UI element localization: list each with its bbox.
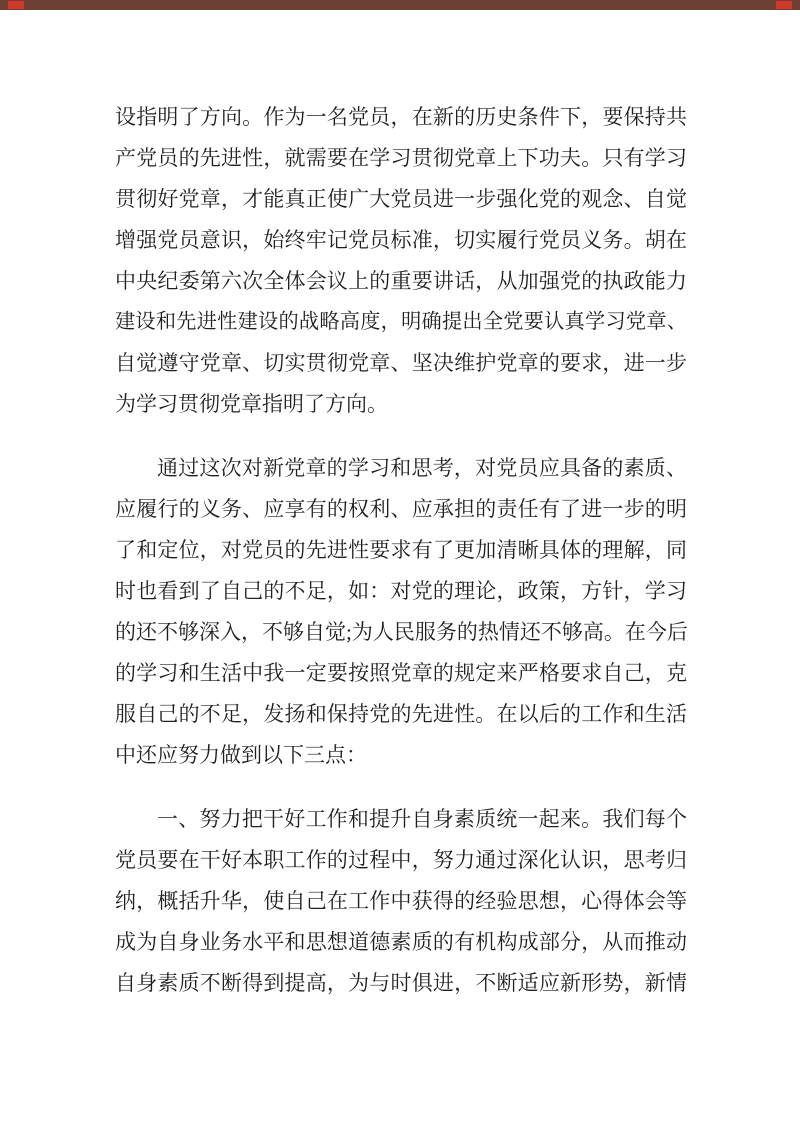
paragraph xyxy=(115,448,687,776)
text-line: 服自己的不足，发扬和保持党的先进性。在以后的工作和生活 xyxy=(115,702,687,726)
top-banner xyxy=(0,0,800,10)
text-line: 增强党员意识，始终牢记党员标准，切实履行党员义务。胡在 xyxy=(115,228,687,252)
text-line: 产党员的先进性，就需要在学习贯彻党章上下功夫。只有学习 xyxy=(115,146,687,170)
text-line: 设指明了方向。作为一名党员，在新的历史条件下，要保持共 xyxy=(115,105,687,129)
text-line: 自觉遵守党章、切实贯彻党章、坚决维护党章的要求，进一步 xyxy=(115,351,687,375)
text-line: 一、努力把干好工作和提升自身素质统一起来。我们每个 xyxy=(157,807,687,831)
text-line: 贯彻好党章，才能真正使广大党员进一步强化党的观念、自觉 xyxy=(115,187,687,211)
text-line: 纳，概括升华，使自己在工作中获得的经验思想，心得体会等 xyxy=(115,889,687,913)
text-line: 成为自身业务水平和思想道德素质的有机构成部分，从而推动 xyxy=(115,930,687,954)
text-line: 党员要在干好本职工作的过程中，努力通过深化认识，思考归 xyxy=(115,848,687,872)
text-line: 应履行的义务、应享有的权利、应承担的责任有了进一步的明 xyxy=(115,497,687,521)
banner-left-mark xyxy=(8,1,24,9)
text-line: 自身素质不断得到提高，为与时俱进，不断适应新形势，新情 xyxy=(115,971,687,995)
text-line: 通过这次对新党章的学习和思考，对党员应具备的素质、 xyxy=(157,456,687,480)
text-line: 的学习和生活中我一定要按照党章的规定来严格要求自己，克 xyxy=(115,661,687,685)
banner-right-mark xyxy=(776,1,792,9)
paragraph xyxy=(115,97,687,425)
text-line: 时也看到了自己的不足，如：对党的理论，政策，方针，学习 xyxy=(115,579,687,603)
text-line: 了和定位，对党员的先进性要求有了更加清晰具体的理解，同 xyxy=(115,538,687,562)
text-line: 为学习贯彻党章指明了方向。 xyxy=(115,392,388,416)
text-line: 中还应努力做到以下三点： xyxy=(115,743,367,767)
paragraph xyxy=(115,799,687,1004)
text-line: 中央纪委第六次全体会议上的重要讲话，从加强党的执政能力 xyxy=(115,269,687,293)
document-body xyxy=(115,97,687,1004)
text-line: 建设和先进性建设的战略高度，明确提出全党要认真学习党章、 xyxy=(115,311,687,333)
text-line: 的还不够深入，不够自觉;为人民服务的热情还不够高。在今后 xyxy=(115,620,688,644)
